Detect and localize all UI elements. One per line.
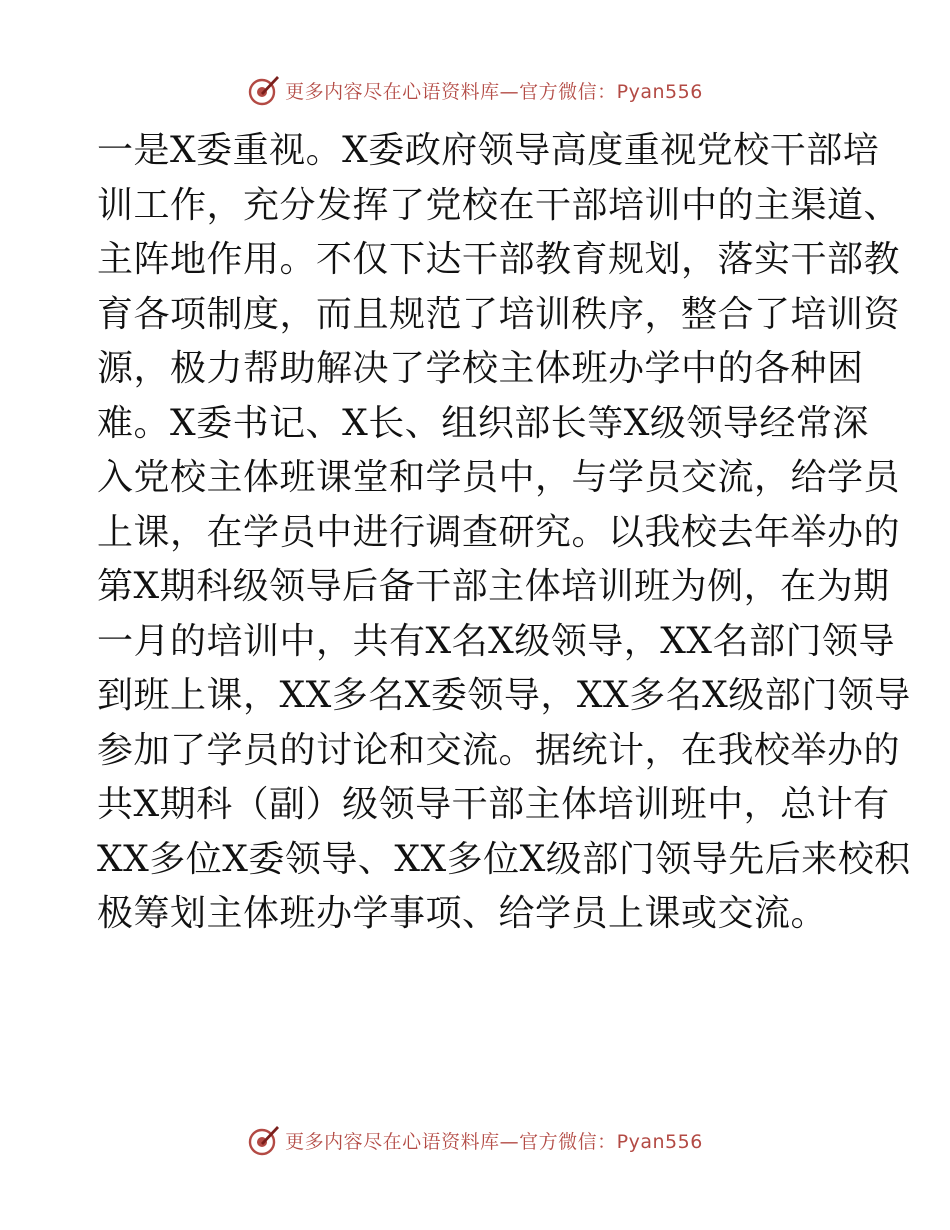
text-line: 上课，在学员中进行调查研究。以我校去年举办的 <box>97 511 901 553</box>
text-line: 共X期科（副）级领导干部主体培训班中，总计有 <box>97 784 890 825</box>
text-line: 训工作，充分发挥了党校在干部培训中的主渠道、 <box>97 184 901 226</box>
text-line: 到班上课，XX多名X委领导，XX多名X级部门领导 <box>97 675 911 716</box>
quill-circle-icon <box>247 1123 281 1157</box>
header-text: 更多内容尽在心语资料库—官方微信：Pyan556 <box>285 80 703 103</box>
text-line: 参加了学员的讨论和交流。据统计，在我校举办的 <box>97 729 901 771</box>
quill-circle-icon <box>247 73 281 107</box>
body-paragraph <box>97 124 911 942</box>
text-line: 一是X委重视。X委政府领导高度重视党校干部培 <box>97 130 880 171</box>
text-line: 第X期科级领导后备干部主体培训班为例，在为期 <box>97 566 890 607</box>
text-line: 一月的培训中，共有X名X级领导，XX名部门领导 <box>97 620 896 662</box>
text-line: 主阵地作用。不仅下达干部教育规划，落实干部教 <box>97 239 901 280</box>
text-line: 入党校主体班课堂和学员中，与学员交流，给学员 <box>97 457 901 498</box>
footer-text: 更多内容尽在心语资料库—官方微信：Pyan556 <box>285 1130 703 1153</box>
text-line: XX多位X委领导、XX多位X级部门领导先后来校积 <box>97 838 911 880</box>
text-line: 育各项制度，而且规范了培训秩序，整合了培训资 <box>97 293 901 335</box>
text-line: 难。X委书记、X长、组织部长等X级领导经常深 <box>97 402 869 444</box>
header-banner <box>0 72 950 108</box>
text-line: 源，极力帮助解决了学校主体班办学中的各种困 <box>97 348 864 389</box>
text-line: 极筹划主体班办学事项、给学员上课或交流。 <box>97 893 828 934</box>
footer-banner <box>0 1122 950 1158</box>
